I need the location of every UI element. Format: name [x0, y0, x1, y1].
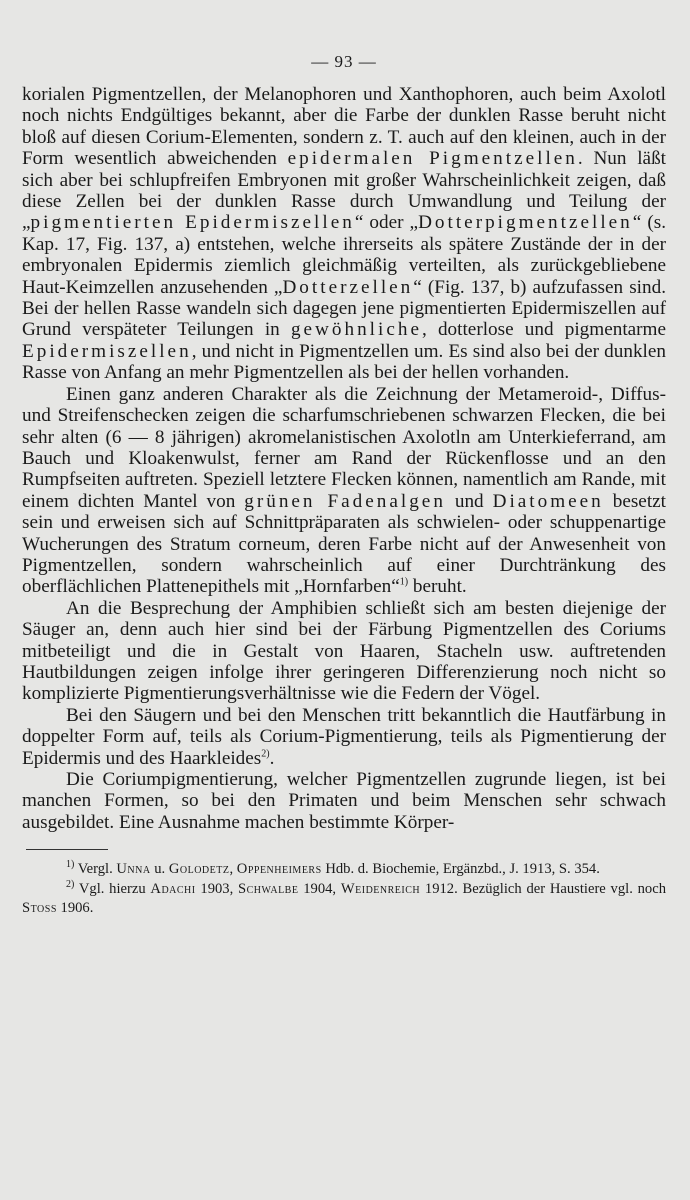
footnote: [22, 860, 666, 880]
spaced-emphasis: epidermalen Pigmentzellen: [287, 148, 578, 170]
text-run: Einen ganz anderen Charakter als die Zeichnung der Metameroid-, Diffus- und Streifenschecken zeigen die scharfumschriebenen schwarzen Flecken, die bei sehr alten (6 — 8 jährigen) akromelanistischen Axolotln am Unterkieferrand, am Bauch und Kloakenwulst, ferner am Rand der Rückenflosse und an den Rumpfseiten auftreten. Speziell letztere Flecken können, namentlich am Rande, mit einem dichten Mantel von: [22, 383, 666, 512]
text-run: u.: [150, 861, 169, 878]
text-run: Vgl. hierzu: [74, 880, 151, 897]
footnote: [22, 880, 666, 919]
paragraph: [22, 84, 666, 384]
footnote-marker: 1): [66, 859, 75, 871]
author-name: Stoss: [22, 900, 57, 917]
text-run: korialen Pigmentzellen, der Melanophoren und Xanthophoren, auch beim Axolotl noch nichts Endgültiges bekannt, aber die Farbe der dunklen Rasse beruht nicht bloß auf diesen Corium-Elementen, sondern z. T. auch auf den kleinen, auch in der Form wesentlich abweichenden: [22, 84, 666, 170]
text-run: besetzt sein und erweisen sich auf Schnittpräparaten als schwielen- oder schuppenartige Wucherungen des Stratum corneum, deren Farbe nicht auf der Anwesenheit von Pigmentzellen, sondern wahrscheinlich auf einer Durchtränkung des oberflächlichen Plattenepithels mit „Hornfarben“: [22, 490, 666, 598]
spaced-emphasis: Epidermiszellen: [22, 340, 192, 362]
footnotes: [22, 860, 666, 919]
spaced-emphasis: pigmentierten Epidermiszellen: [30, 212, 355, 234]
text-run: .: [269, 747, 275, 769]
text-run: 1912. Bezüglich der Haustiere vgl. noch: [420, 880, 666, 897]
author-name: Golodetz: [168, 861, 230, 878]
page-number: — 93 —: [311, 52, 377, 71]
spaced-emphasis: gewöhnliche: [290, 319, 422, 341]
text-run: Vergl.: [74, 861, 117, 878]
text-run: 1906.: [56, 900, 94, 917]
body-text: [22, 84, 666, 833]
text-run: Die Coriumpigmentierung, welcher Pigmentzellen zugrunde liegen, ist bei manchen Formen, so bei den Primaten und beim Menschen sehr schwach ausgebildet. Eine Ausnahme machen bestimmte Körper-: [22, 769, 666, 833]
author-name: Oppenheimers: [236, 861, 322, 878]
text-run: 1903,: [195, 880, 239, 897]
paragraph: [22, 598, 666, 705]
text-run: . Nun läßt sich aber bei schlupfreifen Embryonen mit großer Wahrscheinlichkeit zeigen, daß diese Zellen bei der dunklen Rasse durch Umwandlung und Teilung der „: [22, 148, 666, 234]
paragraph: [22, 769, 666, 833]
text-run: Bei den Säugern und bei den Menschen tritt bekanntlich die Hautfärbung in doppelter Form auf, teils als Corium-Pigmentierung, teils als Pigmentierung der Epidermis und des Haarkleides: [22, 704, 666, 769]
spaced-emphasis: Dotterpigmentzellen: [418, 212, 633, 234]
footnote-marker: 1): [399, 576, 409, 588]
text-run: 1904,: [298, 880, 341, 897]
author-name: Unna: [116, 861, 151, 878]
footnote-marker: 2): [261, 748, 270, 760]
text-run: , dotterlose und pigmentarme: [421, 319, 666, 341]
author-name: Adachi: [150, 880, 196, 897]
text-run: “ (s. Kap. 17, Fig. 137, a) entstehen, welche ihrerseits als spätere Zustände der in der embryonalen Epidermis ziemlich gleichmäßig verteilten, als zurückgebliebene Haut-Keimzellen anzusehenden „: [22, 212, 667, 298]
author-name: Weidenreich: [340, 880, 421, 897]
spaced-emphasis: Diatomeen: [492, 490, 604, 512]
text-run: “ (Fig. 137, b) aufzufassen sind. Bei der hellen Rasse wandeln sich dagegen jene pigmentierten Epidermiszellen auf Grund verspäteter Teilungen in: [22, 276, 666, 341]
text-run: “ oder „: [354, 212, 419, 234]
spaced-emphasis: grünen Fadenalgen: [244, 490, 446, 512]
text-run: beruht.: [408, 576, 467, 598]
paragraph: [22, 384, 666, 598]
text-run: und: [445, 490, 493, 512]
text-run: ,: [229, 861, 237, 878]
footnote-marker: 2): [66, 878, 75, 890]
spaced-emphasis: Dotterzellen: [282, 276, 414, 298]
footnote-divider: [26, 849, 108, 850]
paragraph: [22, 705, 666, 769]
text-run: An die Besprechung der Amphibien schließt sich am besten diejenige der Säuger an, denn auch hier sind bei der Färbung Pigmentzellen des Coriums mitbeteiligt und die in Gestalt von Haaren, Stacheln usw. auftretenden Hautbildungen zeigen infolge ihrer geringeren Differenzierung noch nicht so komplizierte Pigmentierungsverhältnisse wie die Federn der Vögel.: [22, 597, 666, 705]
author-name: Schwalbe: [238, 880, 299, 897]
text-run: , und nicht in Pigmentzellen um. Es sind also bei der dunklen Rasse von Anfang an mehr Pigmentzellen als bei der hellen vorhanden.: [22, 340, 666, 384]
text-run: Hdb. d. Biochemie, Ergänzbd., J. 1913, S. 354.: [321, 861, 600, 878]
